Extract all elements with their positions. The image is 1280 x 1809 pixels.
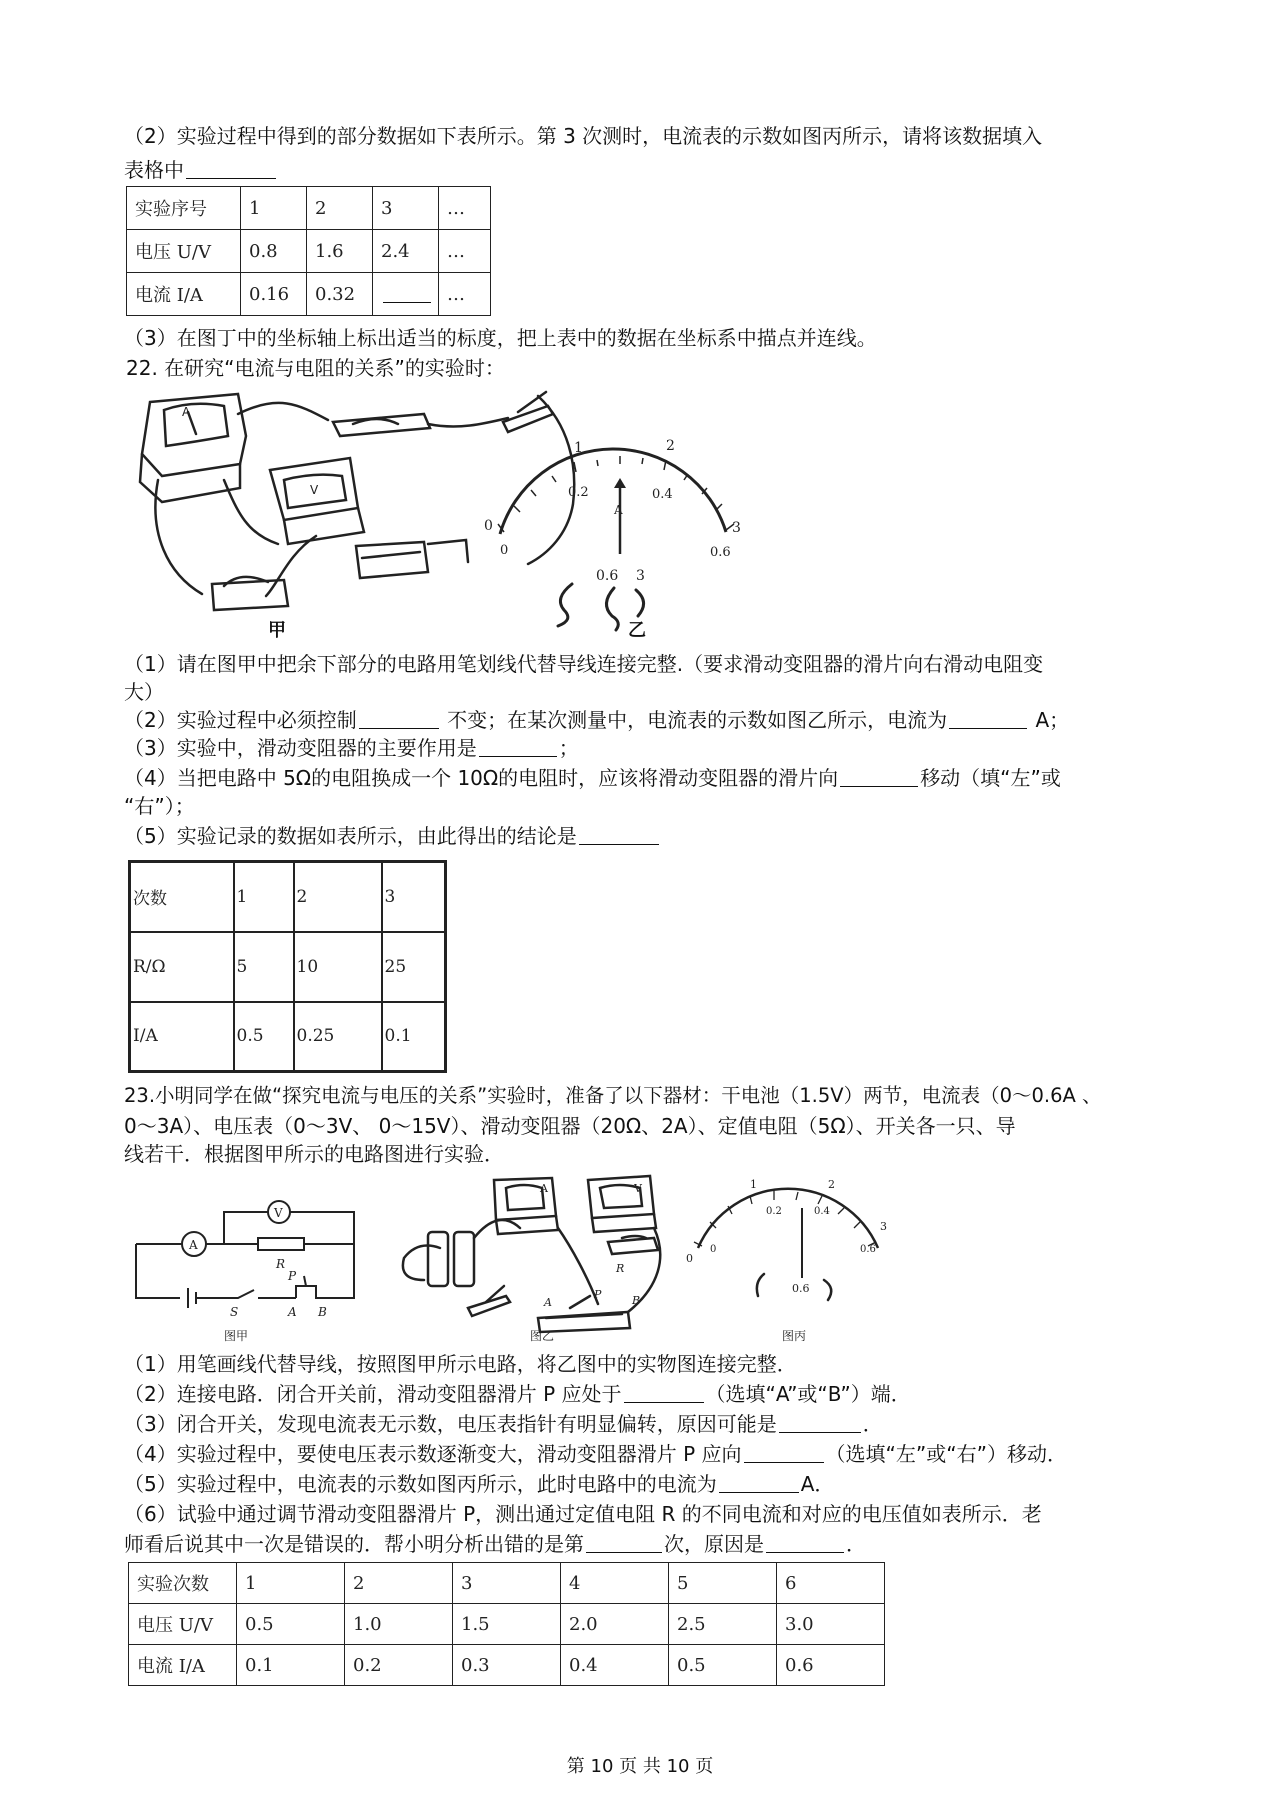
table-cell: 2 bbox=[307, 187, 373, 230]
ammeter-dial-bing bbox=[694, 1189, 878, 1278]
q22-p5-text: （5）实验记录的数据如表所示，由此得出的结论是 bbox=[124, 824, 577, 848]
data-table-2 bbox=[128, 860, 447, 1073]
table-cell: … bbox=[439, 273, 491, 316]
switch-label: S bbox=[230, 1305, 239, 1319]
page-footer: 第 10 页 共 10 页 bbox=[566, 1756, 714, 1777]
table-cell: 次数 bbox=[130, 862, 234, 932]
q22-figure bbox=[128, 384, 748, 640]
q21-part3: （3）在图丁中的坐标轴上标出适当的标度，把上表中的数据在坐标系中描点并连线。 bbox=[124, 326, 877, 350]
answer-blank[interactable] bbox=[779, 1412, 861, 1433]
table-cell: 1.5 bbox=[453, 1604, 561, 1645]
q23-p2-text-b: （选填“A”或“B”）端． bbox=[705, 1382, 911, 1406]
q22-p4-line2: “右”）； bbox=[124, 794, 195, 818]
table-cell: 0.5 bbox=[234, 1002, 294, 1072]
table-cell: 实验序号 bbox=[127, 187, 241, 230]
q23-p6-line2 bbox=[124, 1530, 866, 1558]
table-cell: 0.6 bbox=[777, 1645, 885, 1686]
answer-blank[interactable] bbox=[586, 1532, 662, 1553]
table-cell: 0.25 bbox=[294, 1002, 382, 1072]
answer-blank[interactable] bbox=[359, 708, 439, 729]
q23-p5-text-b: A． bbox=[800, 1472, 835, 1496]
q23-p6-text-a: 师看后说其中一次是错误的．帮小明分析出错的是第 bbox=[124, 1532, 584, 1556]
ammeter-dial bbox=[498, 449, 734, 554]
slider-label: P bbox=[288, 1269, 297, 1283]
table-cell: 0.1 bbox=[382, 1002, 446, 1072]
table-cell: 2.5 bbox=[669, 1604, 777, 1645]
table-cell: 10 bbox=[294, 932, 382, 1002]
device-r-label: R bbox=[616, 1262, 625, 1275]
dial-tick-label: 0.2 bbox=[568, 485, 589, 500]
data-table-1 bbox=[126, 186, 491, 316]
dial-tick-label: 3 bbox=[732, 520, 741, 536]
dial-tick-label: 0 bbox=[500, 543, 509, 558]
table-cell: 0.3 bbox=[453, 1645, 561, 1686]
table-cell: 3 bbox=[382, 862, 446, 932]
table-cell: 4 bbox=[561, 1563, 669, 1604]
dial-tick-label: 0.6 bbox=[710, 545, 731, 560]
table-cell: 1 bbox=[237, 1563, 345, 1604]
dial-tick-label: 0.4 bbox=[652, 487, 673, 502]
answer-blank[interactable] bbox=[719, 1472, 799, 1493]
end-a-label: A bbox=[288, 1305, 297, 1319]
q22-p2 bbox=[124, 706, 1069, 734]
table-row bbox=[129, 1604, 885, 1645]
table-cell: 3 bbox=[453, 1563, 561, 1604]
q23-line3: 线若干．根据图甲所示的电路图进行实验． bbox=[124, 1142, 504, 1166]
q21-part2-line2 bbox=[124, 156, 278, 184]
table-cell: I/A bbox=[130, 1002, 234, 1072]
q22-p1-line2: 大） bbox=[124, 680, 164, 704]
answer-blank[interactable] bbox=[949, 708, 1027, 729]
table-cell: 0.2 bbox=[345, 1645, 453, 1686]
dial-tick-label: 0.4 bbox=[814, 1206, 830, 1217]
answer-blank[interactable] bbox=[479, 736, 557, 757]
table-row bbox=[127, 187, 491, 230]
dial-letter: A bbox=[614, 503, 623, 517]
q23-p6-text-c: ． bbox=[846, 1532, 866, 1556]
device-b-label: B bbox=[632, 1294, 641, 1307]
q23-p2 bbox=[124, 1380, 911, 1408]
table-row bbox=[129, 1645, 885, 1686]
q23-p3-text-b: ． bbox=[862, 1412, 883, 1436]
voltmeter-symbol: V bbox=[274, 1206, 283, 1220]
table-cell: 3.0 bbox=[777, 1604, 885, 1645]
q22-p5 bbox=[124, 822, 661, 850]
q22-p3-text-b: ； bbox=[558, 736, 579, 760]
voltmeter-letter: V bbox=[310, 483, 319, 497]
answer-blank[interactable] bbox=[744, 1442, 824, 1463]
table-cell: 25 bbox=[382, 932, 446, 1002]
device-ammeter-letter: A bbox=[540, 1182, 548, 1195]
q23-p5-text-a: （5）实验过程中，电流表的示数如图丙所示，此时电路中的电流为 bbox=[124, 1472, 717, 1496]
dial-tick-label: 0.6 bbox=[860, 1244, 876, 1255]
q22-p4-text-a: （4）当把电路中 5Ω的电阻换成一个 10Ω的电阻时，应该将滑动变阻器的滑片向 bbox=[124, 766, 839, 790]
answer-blank[interactable] bbox=[624, 1382, 704, 1403]
table-cell: 电压 U/V bbox=[127, 230, 241, 273]
apparatus-drawing bbox=[403, 1176, 660, 1332]
table-row bbox=[127, 273, 491, 316]
table-cell: 0.5 bbox=[669, 1645, 777, 1686]
table-cell: 1 bbox=[241, 187, 307, 230]
figure-yi-label: 乙 bbox=[628, 620, 646, 640]
table-cell: 1.0 bbox=[345, 1604, 453, 1645]
q23-p3 bbox=[124, 1410, 883, 1438]
table-cell: 实验次数 bbox=[129, 1563, 237, 1604]
table-cell: 1.6 bbox=[307, 230, 373, 273]
answer-blank[interactable] bbox=[766, 1532, 844, 1553]
table-cell: 2.0 bbox=[561, 1604, 669, 1645]
q23-p3-text-a: （3）闭合开关，发现电流表无示数，电压表指针有明显偏转，原因可能是 bbox=[124, 1412, 777, 1436]
dial-tick-label: 2 bbox=[666, 438, 675, 454]
q22-p3 bbox=[124, 734, 579, 762]
table-cell: 5 bbox=[234, 932, 294, 1002]
terminal-label: 3 bbox=[636, 568, 645, 584]
table-cell: 0.16 bbox=[241, 273, 307, 316]
q22-title: 22. 在研究“电流与电阻的关系”的实验时： bbox=[126, 356, 505, 380]
dial-tick-label: 2 bbox=[828, 1178, 835, 1191]
q23-p4-text-a: （4）实验过程中，要使电压表示数逐渐变大，滑动变阻器滑片 P 应向 bbox=[124, 1442, 742, 1466]
table-cell: 电压 U/V bbox=[129, 1604, 237, 1645]
dial-tick-label: 0.2 bbox=[766, 1206, 782, 1217]
table-row bbox=[129, 1563, 885, 1604]
q22-p4-text-b: 移动（填“左”或 bbox=[920, 766, 1061, 790]
table-cell: … bbox=[439, 187, 491, 230]
q22-p2-text-c: A； bbox=[1029, 708, 1070, 732]
table-row bbox=[130, 1002, 446, 1072]
terminal-label: 0.6 bbox=[596, 568, 619, 584]
answer-blank[interactable] bbox=[186, 158, 276, 179]
table-cell: 1 bbox=[234, 862, 294, 932]
table-cell: 5 bbox=[669, 1563, 777, 1604]
dial-tick-label: 0 bbox=[686, 1252, 693, 1265]
figure-yi-label: 图乙 bbox=[530, 1329, 555, 1342]
q21-part2-line1: （2）实验过程中得到的部分数据如下表所示。第 3 次测时，电流表的示数如图丙所示，请将该数据填入 bbox=[124, 124, 1043, 148]
device-a-label: A bbox=[544, 1296, 552, 1309]
device-voltmeter-letter: V bbox=[634, 1182, 642, 1195]
answer-blank[interactable] bbox=[840, 766, 918, 787]
dial-tick-label: 1 bbox=[750, 1178, 757, 1191]
resistor-label: R bbox=[276, 1257, 286, 1271]
table-cell: 0.4 bbox=[561, 1645, 669, 1686]
terminal-label: 0.6 bbox=[792, 1282, 810, 1295]
table-cell: R/Ω bbox=[130, 932, 234, 1002]
table-cell: … bbox=[439, 230, 491, 273]
q23-p2-text-a: （2）连接电路．闭合开关前，滑动变阻器滑片 P 应处于 bbox=[124, 1382, 622, 1406]
ammeter-letter: A bbox=[182, 405, 191, 419]
q22-p2-text-b: 不变；在某次测量中，电流表的示数如图乙所示，电流为 bbox=[440, 708, 948, 732]
table-row bbox=[130, 862, 446, 932]
dial-tick-label: 3 bbox=[880, 1220, 887, 1233]
q23-p1: （1）用笔画线代替导线，按照图甲所示电路，将乙图中的实物图连接完整． bbox=[124, 1352, 797, 1376]
table-cell: 电流 I/A bbox=[129, 1645, 237, 1686]
dial-tick-label: 0 bbox=[710, 1244, 717, 1255]
q23-p4-text-b: （选填“左”或“右”）移动． bbox=[825, 1442, 1067, 1466]
figure-jia-label: 甲 bbox=[268, 620, 286, 640]
dial-tick-label: 0 bbox=[484, 518, 493, 534]
table-cell: 6 bbox=[777, 1563, 885, 1604]
table-cell: 0.5 bbox=[237, 1604, 345, 1645]
q23-line2: 0～3A）、电压表（0～3V、 0～15V）、滑动变阻器（20Ω、2A）、定值电阻（5Ω）、开关各一只、导 bbox=[124, 1114, 1016, 1138]
table-cell: 2 bbox=[294, 862, 382, 932]
figure-bing-label: 图丙 bbox=[782, 1329, 807, 1342]
q22-p1-line1: （1）请在图甲中把余下部分的电路用笔划线代替导线连接完整.（要求滑动变阻器的滑片向右滑动电阻变 bbox=[124, 652, 1044, 676]
q22-p3-text-a: （3）实验中，滑动变阻器的主要作用是 bbox=[124, 736, 477, 760]
end-b-label: B bbox=[318, 1305, 327, 1319]
table-cell: 3 bbox=[373, 187, 439, 230]
table-cell: 0.1 bbox=[237, 1645, 345, 1686]
table-cell: 0.8 bbox=[241, 230, 307, 273]
figure-jia-label: 图甲 bbox=[224, 1329, 249, 1342]
ammeter-symbol: A bbox=[189, 1238, 198, 1252]
q23-p6-text-b: 次，原因是 bbox=[664, 1532, 764, 1556]
answer-blank[interactable] bbox=[383, 282, 431, 303]
table-cell-blank[interactable] bbox=[373, 273, 439, 316]
device-p-label: P bbox=[594, 1288, 602, 1301]
q21-part2-text: 表格中 bbox=[124, 158, 184, 182]
q22-p4 bbox=[124, 764, 1061, 792]
q23-figure bbox=[128, 1168, 908, 1342]
table-cell: 0.32 bbox=[307, 273, 373, 316]
q23-p4 bbox=[124, 1440, 1067, 1468]
answer-blank[interactable] bbox=[579, 824, 659, 845]
q22-p2-text-a: （2）实验过程中必须控制 bbox=[124, 708, 357, 732]
dial-tick-label: 1 bbox=[574, 440, 583, 456]
q23-p5 bbox=[124, 1470, 834, 1498]
q23-p6-line1: （6）试验中通过调节滑动变阻器滑片 P，测出通过定值电阻 R 的不同电流和对应的电压值如表所示．老 bbox=[124, 1502, 1042, 1526]
table-cell: 2 bbox=[345, 1563, 453, 1604]
table-row bbox=[130, 932, 446, 1002]
data-table-3 bbox=[128, 1562, 885, 1686]
ammeter-device bbox=[142, 394, 246, 476]
table-row bbox=[127, 230, 491, 273]
q23-line1: 23.小明同学在做“探究电流与电压的关系”实验时，准备了以下器材：干电池（1.5V）两节，电流表（0～0.6A 、 bbox=[124, 1084, 1102, 1107]
table-cell: 2.4 bbox=[373, 230, 439, 273]
circuit-schematic bbox=[136, 1201, 354, 1308]
table-cell: 电流 I/A bbox=[127, 273, 241, 316]
